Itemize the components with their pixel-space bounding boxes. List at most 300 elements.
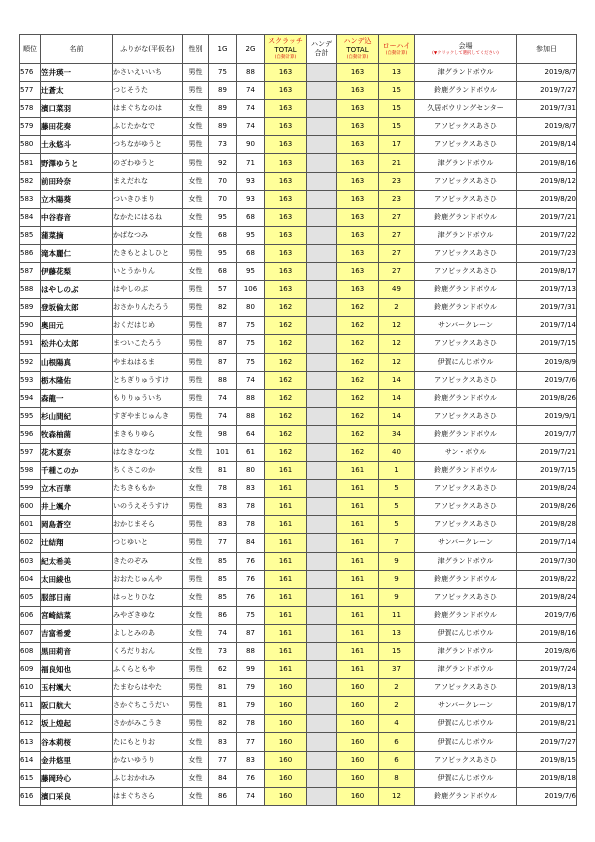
cell-name: 金井悠里 — [41, 751, 113, 769]
cell-venue[interactable]: 伊賀にんじボウル — [415, 353, 517, 371]
cell-handicap[interactable] — [307, 299, 337, 317]
cell-handicap[interactable] — [307, 208, 337, 226]
cell-hdc-total: 163 — [337, 226, 379, 244]
table-row — [20, 335, 577, 353]
cell-g2: 76 — [237, 570, 265, 588]
cell-date: 2019/7/7 — [517, 425, 577, 443]
cell-g2: 95 — [237, 226, 265, 244]
cell-gender: 男性 — [183, 244, 209, 262]
cell-lowhigh: 34 — [379, 425, 415, 443]
table-row — [20, 643, 577, 661]
cell-scratch-total: 162 — [265, 389, 307, 407]
cell-venue[interactable]: アソビックスあさひ — [415, 407, 517, 425]
cell-venue[interactable]: 伊賀にんじボウル — [415, 733, 517, 751]
cell-venue[interactable]: アソビックスあさひ — [415, 244, 517, 262]
cell-hdc-total: 162 — [337, 389, 379, 407]
cell-venue[interactable]: 津グランドボウル — [415, 661, 517, 679]
cell-venue[interactable]: アソビックスあさひ — [415, 516, 517, 534]
cell-name: 伊藤花梨 — [41, 263, 113, 281]
cell-handicap[interactable] — [307, 100, 337, 118]
cell-venue[interactable]: アソビックスあさひ — [415, 263, 517, 281]
cell-handicap[interactable] — [307, 661, 337, 679]
cell-handicap[interactable] — [307, 606, 337, 624]
cell-name: 阪口航大 — [41, 697, 113, 715]
cell-handicap[interactable] — [307, 534, 337, 552]
cell-lowhigh: 27 — [379, 263, 415, 281]
cell-furigana: ついきひまり — [113, 190, 183, 208]
cell-handicap[interactable] — [307, 588, 337, 606]
cell-gender: 男性 — [183, 353, 209, 371]
cell-furigana: のざわゆうと — [113, 154, 183, 172]
cell-rank: 603 — [20, 552, 41, 570]
cell-furigana: はやしのぶ — [113, 281, 183, 299]
header-scratch-total — [265, 35, 307, 64]
cell-venue[interactable]: 久居ボウリングセンター — [415, 100, 517, 118]
cell-scratch-total: 162 — [265, 317, 307, 335]
cell-scratch-total: 161 — [265, 552, 307, 570]
table-header — [20, 35, 577, 64]
table-row — [20, 281, 577, 299]
cell-venue[interactable]: 津グランドボウル — [415, 154, 517, 172]
cell-handicap[interactable] — [307, 154, 337, 172]
cell-name: 野澤ゆうと — [41, 154, 113, 172]
cell-hdc-total: 163 — [337, 172, 379, 190]
cell-scratch-total: 163 — [265, 118, 307, 136]
table-row — [20, 172, 577, 190]
header-gender: 性別 — [183, 35, 209, 64]
cell-hdc-total: 160 — [337, 715, 379, 733]
cell-furigana: まついこたろう — [113, 335, 183, 353]
cell-rank: 610 — [20, 679, 41, 697]
cell-gender: 女性 — [183, 443, 209, 461]
header-g1: 1G — [209, 35, 237, 64]
cell-furigana: とちぎりゅうすけ — [113, 371, 183, 389]
cell-venue[interactable]: 鈴鹿グランドボウル — [415, 299, 517, 317]
cell-g2: 83 — [237, 751, 265, 769]
cell-furigana: ちくさこのか — [113, 462, 183, 480]
cell-handicap[interactable] — [307, 498, 337, 516]
cell-handicap[interactable] — [307, 751, 337, 769]
cell-g1: 88 — [209, 371, 237, 389]
cell-venue[interactable]: 鈴鹿グランドボウル — [415, 462, 517, 480]
cell-g2: 88 — [237, 407, 265, 425]
cell-hdc-total: 162 — [337, 407, 379, 425]
cell-rank: 611 — [20, 697, 41, 715]
cell-date: 2019/7/15 — [517, 335, 577, 353]
cell-date: 2019/8/24 — [517, 480, 577, 498]
cell-date: 2019/8/14 — [517, 136, 577, 154]
header-name: 名前 — [41, 35, 113, 64]
cell-scratch-total: 161 — [265, 498, 307, 516]
table-row — [20, 570, 577, 588]
header-handicap-title: ハンデ — [311, 40, 332, 48]
cell-name: 井上颯介 — [41, 498, 113, 516]
cell-g2: 68 — [237, 208, 265, 226]
cell-g1: 74 — [209, 624, 237, 642]
cell-g1: 83 — [209, 733, 237, 751]
cell-handicap[interactable] — [307, 733, 337, 751]
cell-handicap[interactable] — [307, 118, 337, 136]
cell-rank: 589 — [20, 299, 41, 317]
cell-venue[interactable]: 鈴鹿グランドボウル — [415, 425, 517, 443]
cell-gender: 男性 — [183, 82, 209, 100]
cell-furigana: たまむらはやた — [113, 679, 183, 697]
table-row — [20, 226, 577, 244]
cell-furigana: よしとみのあ — [113, 624, 183, 642]
cell-name: 土永悠斗 — [41, 136, 113, 154]
cell-venue[interactable]: アソビックスあさひ — [415, 498, 517, 516]
cell-venue[interactable]: 鈴鹿グランドボウル — [415, 208, 517, 226]
cell-gender: 女性 — [183, 733, 209, 751]
cell-g2: 74 — [237, 82, 265, 100]
cell-handicap[interactable] — [307, 136, 337, 154]
cell-venue[interactable]: サン・ボウル — [415, 443, 517, 461]
cell-date: 2019/8/16 — [517, 154, 577, 172]
cell-gender: 男性 — [183, 371, 209, 389]
table-row — [20, 661, 577, 679]
cell-gender: 男性 — [183, 136, 209, 154]
cell-g2: 75 — [237, 606, 265, 624]
cell-venue[interactable]: 伊賀にんじボウル — [415, 769, 517, 787]
cell-handicap[interactable] — [307, 480, 337, 498]
header-lowhigh-title: ローハイ — [382, 41, 411, 50]
cell-lowhigh: 8 — [379, 769, 415, 787]
cell-venue[interactable]: 鈴鹿グランドボウル — [415, 82, 517, 100]
cell-hdc-total: 163 — [337, 244, 379, 262]
cell-lowhigh: 13 — [379, 64, 415, 82]
cell-g1: 73 — [209, 136, 237, 154]
cell-g2: 88 — [237, 643, 265, 661]
cell-handicap[interactable] — [307, 679, 337, 697]
cell-handicap[interactable] — [307, 407, 337, 425]
cell-name: 紀太希美 — [41, 552, 113, 570]
cell-rank: 612 — [20, 715, 41, 733]
cell-lowhigh: 12 — [379, 335, 415, 353]
cell-venue[interactable]: 鈴鹿グランドボウル — [415, 389, 517, 407]
cell-furigana: まえだれな — [113, 172, 183, 190]
cell-g1: 87 — [209, 317, 237, 335]
cell-venue[interactable]: アソビックスあさひ — [415, 136, 517, 154]
cell-gender: 女性 — [183, 100, 209, 118]
cell-gender: 女性 — [183, 624, 209, 642]
cell-venue[interactable]: アソビックスあさひ — [415, 335, 517, 353]
cell-date: 2019/8/15 — [517, 751, 577, 769]
cell-date: 2019/8/6 — [517, 643, 577, 661]
cell-name: 吉富希愛 — [41, 624, 113, 642]
cell-lowhigh: 15 — [379, 643, 415, 661]
cell-handicap[interactable] — [307, 570, 337, 588]
cell-rank: 578 — [20, 100, 41, 118]
cell-handicap[interactable] — [307, 317, 337, 335]
cell-rank: 605 — [20, 588, 41, 606]
cell-handicap[interactable] — [307, 425, 337, 443]
table-body — [20, 64, 577, 806]
cell-lowhigh: 15 — [379, 118, 415, 136]
cell-g2: 95 — [237, 263, 265, 281]
cell-venue[interactable]: 鈴鹿グランドボウル — [415, 570, 517, 588]
table-row — [20, 697, 577, 715]
cell-date: 2019/8/28 — [517, 516, 577, 534]
cell-venue[interactable]: 鈴鹿グランドボウル — [415, 281, 517, 299]
table-row — [20, 552, 577, 570]
cell-handicap[interactable] — [307, 552, 337, 570]
cell-hdc-total: 161 — [337, 516, 379, 534]
cell-rank: 584 — [20, 208, 41, 226]
cell-handicap[interactable] — [307, 443, 337, 461]
cell-g2: 76 — [237, 588, 265, 606]
cell-date: 2019/7/24 — [517, 661, 577, 679]
cell-venue[interactable]: アソビックスあさひ — [415, 190, 517, 208]
cell-hdc-total: 163 — [337, 281, 379, 299]
cell-furigana: ふじおかれみ — [113, 769, 183, 787]
cell-venue[interactable]: 鈴鹿グランドボウル — [415, 606, 517, 624]
cell-gender: 女性 — [183, 643, 209, 661]
cell-date: 2019/9/1 — [517, 407, 577, 425]
cell-rank: 607 — [20, 624, 41, 642]
cell-lowhigh: 40 — [379, 443, 415, 461]
cell-gender: 女性 — [183, 552, 209, 570]
cell-handicap[interactable] — [307, 353, 337, 371]
cell-scratch-total: 160 — [265, 769, 307, 787]
cell-rank: 591 — [20, 335, 41, 353]
cell-handicap[interactable] — [307, 281, 337, 299]
cell-scratch-total: 162 — [265, 299, 307, 317]
cell-g1: 83 — [209, 516, 237, 534]
cell-furigana: なかたにはるね — [113, 208, 183, 226]
cell-scratch-total: 163 — [265, 208, 307, 226]
cell-name: 千種このか — [41, 462, 113, 480]
cell-handicap[interactable] — [307, 172, 337, 190]
cell-lowhigh: 14 — [379, 389, 415, 407]
cell-scratch-total: 163 — [265, 263, 307, 281]
cell-g2: 74 — [237, 118, 265, 136]
cell-venue[interactable]: サンバークレーン — [415, 697, 517, 715]
table-row — [20, 389, 577, 407]
cell-handicap[interactable] — [307, 64, 337, 82]
cell-name: 登坂倫太郎 — [41, 299, 113, 317]
table-row — [20, 100, 577, 118]
cell-gender: 女性 — [183, 751, 209, 769]
cell-g2: 71 — [237, 154, 265, 172]
cell-furigana: はなきなつな — [113, 443, 183, 461]
cell-furigana: さかぐちこうだい — [113, 697, 183, 715]
cell-venue[interactable]: 津グランドボウル — [415, 643, 517, 661]
cell-handicap[interactable] — [307, 624, 337, 642]
header-scratch-total-label: TOTAL — [274, 46, 297, 54]
cell-hdc-total: 163 — [337, 154, 379, 172]
cell-name: 岡島蒼空 — [41, 516, 113, 534]
cell-hdc-total: 161 — [337, 480, 379, 498]
cell-furigana: おかじまそら — [113, 516, 183, 534]
cell-scratch-total: 160 — [265, 715, 307, 733]
cell-g1: 74 — [209, 389, 237, 407]
cell-name: 笠井瑛一 — [41, 64, 113, 82]
cell-venue[interactable]: アソビックスあさひ — [415, 118, 517, 136]
cell-rank: 599 — [20, 480, 41, 498]
cell-rank: 576 — [20, 64, 41, 82]
cell-furigana: はまぐちさら — [113, 787, 183, 805]
cell-rank: 614 — [20, 751, 41, 769]
cell-furigana: はまぐちなのは — [113, 100, 183, 118]
cell-name: 栃木隆佑 — [41, 371, 113, 389]
cell-lowhigh: 12 — [379, 353, 415, 371]
cell-name: 花木夏奈 — [41, 443, 113, 461]
cell-hdc-total: 162 — [337, 371, 379, 389]
header-hdc-total — [337, 35, 379, 64]
cell-venue[interactable]: アソビックスあさひ — [415, 371, 517, 389]
table-row — [20, 353, 577, 371]
cell-gender: 男性 — [183, 299, 209, 317]
cell-g1: 86 — [209, 787, 237, 805]
cell-scratch-total: 160 — [265, 679, 307, 697]
cell-venue[interactable]: 津グランドボウル — [415, 226, 517, 244]
cell-venue[interactable]: 津グランドボウル — [415, 552, 517, 570]
cell-handicap[interactable] — [307, 516, 337, 534]
cell-name: 滝本麗仁 — [41, 244, 113, 262]
cell-date: 2019/8/17 — [517, 697, 577, 715]
cell-date: 2019/8/26 — [517, 498, 577, 516]
cell-venue[interactable]: 伊賀にんじボウル — [415, 624, 517, 642]
cell-rank: 577 — [20, 82, 41, 100]
cell-g2: 83 — [237, 480, 265, 498]
cell-name: 辻結翔 — [41, 534, 113, 552]
header-scratch-note: (自動計算) — [274, 55, 297, 60]
cell-hdc-total: 160 — [337, 751, 379, 769]
cell-scratch-total: 163 — [265, 82, 307, 100]
cell-handicap[interactable] — [307, 226, 337, 244]
cell-rank: 595 — [20, 407, 41, 425]
cell-scratch-total: 161 — [265, 570, 307, 588]
cell-g1: 87 — [209, 335, 237, 353]
cell-handicap[interactable] — [307, 769, 337, 787]
cell-gender: 男性 — [183, 407, 209, 425]
table-row — [20, 82, 577, 100]
cell-scratch-total: 160 — [265, 751, 307, 769]
cell-rank: 596 — [20, 425, 41, 443]
cell-scratch-total: 162 — [265, 407, 307, 425]
cell-g2: 61 — [237, 443, 265, 461]
table-row — [20, 733, 577, 751]
cell-handicap[interactable] — [307, 190, 337, 208]
cell-furigana: つじそうた — [113, 82, 183, 100]
cell-venue[interactable]: アソビックスあさひ — [415, 588, 517, 606]
header-g2: 2G — [237, 35, 265, 64]
cell-rank: 581 — [20, 154, 41, 172]
cell-handicap[interactable] — [307, 787, 337, 805]
cell-venue[interactable]: アソビックスあさひ — [415, 172, 517, 190]
cell-handicap[interactable] — [307, 643, 337, 661]
cell-venue[interactable]: 伊賀にんじボウル — [415, 715, 517, 733]
cell-venue[interactable]: アソビックスあさひ — [415, 751, 517, 769]
cell-g1: 95 — [209, 244, 237, 262]
cell-gender: 女性 — [183, 118, 209, 136]
cell-gender: 女性 — [183, 425, 209, 443]
table-row — [20, 588, 577, 606]
cell-lowhigh: 23 — [379, 190, 415, 208]
cell-name: 牧森柚菌 — [41, 425, 113, 443]
cell-gender: 男性 — [183, 516, 209, 534]
cell-furigana: いとうかりん — [113, 263, 183, 281]
cell-lowhigh: 12 — [379, 317, 415, 335]
cell-g1: 75 — [209, 64, 237, 82]
cell-g1: 86 — [209, 606, 237, 624]
cell-furigana: かばなつみ — [113, 226, 183, 244]
cell-date: 2019/7/27 — [517, 733, 577, 751]
cell-rank: 580 — [20, 136, 41, 154]
cell-handicap[interactable] — [307, 697, 337, 715]
cell-rank: 616 — [20, 787, 41, 805]
cell-hdc-total: 160 — [337, 733, 379, 751]
cell-g1: 92 — [209, 154, 237, 172]
cell-venue[interactable]: 鈴鹿グランドボウル — [415, 787, 517, 805]
cell-handicap[interactable] — [307, 462, 337, 480]
header-hdc-title: ハンデ込 — [343, 37, 372, 45]
cell-handicap[interactable] — [307, 82, 337, 100]
table-row — [20, 498, 577, 516]
cell-gender: 女性 — [183, 480, 209, 498]
header-hdc-total-label: TOTAL — [346, 46, 369, 54]
cell-furigana: きたのぞみ — [113, 552, 183, 570]
table-row — [20, 751, 577, 769]
cell-name: 辻蒼太 — [41, 82, 113, 100]
cell-scratch-total: 161 — [265, 588, 307, 606]
cell-handicap[interactable] — [307, 263, 337, 281]
cell-venue[interactable]: サンバークレーン — [415, 317, 517, 335]
cell-g2: 88 — [237, 64, 265, 82]
cell-venue[interactable]: 津グランドボウル — [415, 64, 517, 82]
cell-scratch-total: 163 — [265, 281, 307, 299]
cell-g1: 74 — [209, 407, 237, 425]
cell-rank: 582 — [20, 172, 41, 190]
cell-hdc-total: 161 — [337, 606, 379, 624]
cell-handicap[interactable] — [307, 371, 337, 389]
cell-handicap[interactable] — [307, 715, 337, 733]
cell-handicap[interactable] — [307, 389, 337, 407]
cell-furigana: くろだりおん — [113, 643, 183, 661]
cell-scratch-total: 162 — [265, 353, 307, 371]
cell-gender: 男性 — [183, 335, 209, 353]
cell-furigana: たにもとりお — [113, 733, 183, 751]
cell-handicap[interactable] — [307, 335, 337, 353]
cell-hdc-total: 162 — [337, 335, 379, 353]
header-rank: 順位 — [20, 35, 41, 64]
cell-gender: 女性 — [183, 190, 209, 208]
cell-gender: 女性 — [183, 208, 209, 226]
cell-venue[interactable]: アソビックスあさひ — [415, 679, 517, 697]
cell-venue[interactable]: アソビックスあさひ — [415, 480, 517, 498]
cell-g1: 78 — [209, 480, 237, 498]
cell-scratch-total: 163 — [265, 100, 307, 118]
table-row — [20, 371, 577, 389]
cell-gender: 男性 — [183, 281, 209, 299]
cell-gender: 男性 — [183, 534, 209, 552]
table-row — [20, 208, 577, 226]
cell-scratch-total: 163 — [265, 172, 307, 190]
cell-gender: 女性 — [183, 462, 209, 480]
header-venue-note: (▼クリックして選択してください) — [432, 50, 499, 56]
cell-venue[interactable]: サンバークレーン — [415, 534, 517, 552]
cell-date: 2019/8/12 — [517, 172, 577, 190]
cell-hdc-total: 163 — [337, 263, 379, 281]
cell-handicap[interactable] — [307, 244, 337, 262]
cell-g1: 98 — [209, 425, 237, 443]
cell-scratch-total: 161 — [265, 462, 307, 480]
cell-scratch-total: 163 — [265, 136, 307, 154]
cell-rank: 583 — [20, 190, 41, 208]
cell-lowhigh: 15 — [379, 100, 415, 118]
cell-hdc-total: 161 — [337, 661, 379, 679]
cell-scratch-total: 161 — [265, 661, 307, 679]
